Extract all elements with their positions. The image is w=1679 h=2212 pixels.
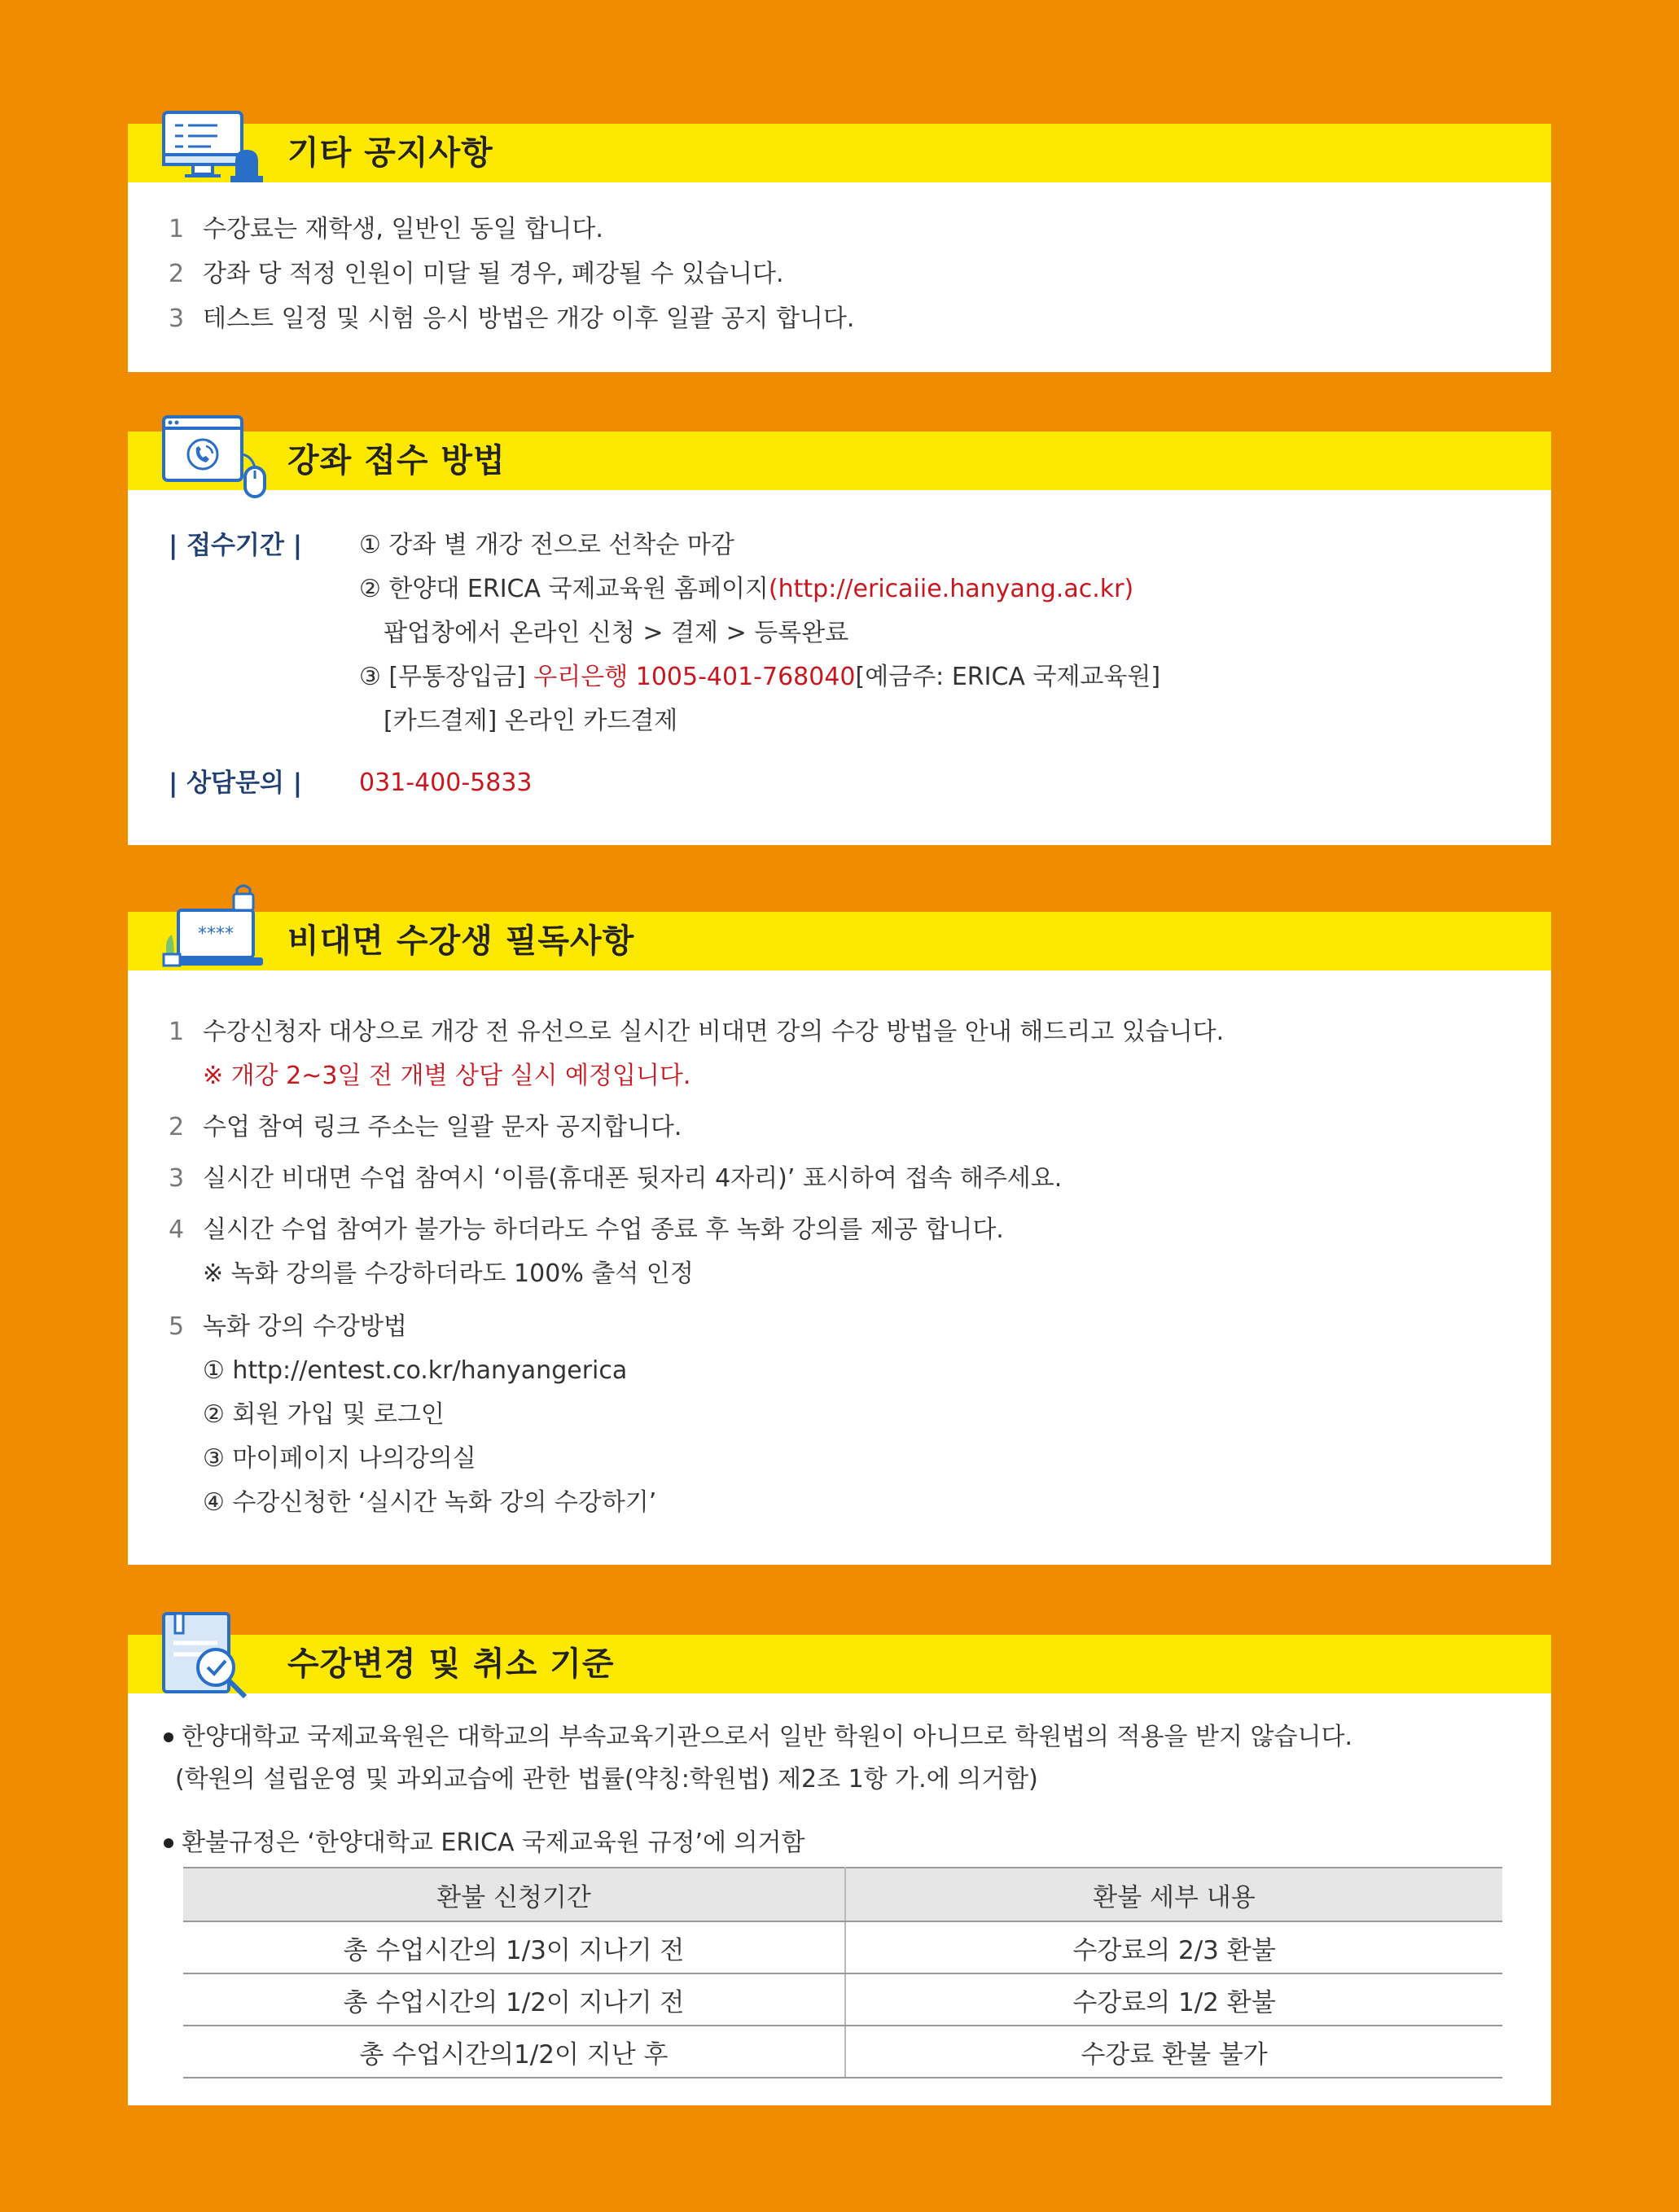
notice-card [128, 124, 1551, 372]
deposit-label: ③ [무통장입금] [359, 663, 534, 691]
online-item-4: 실시간 수업 참여가 불가능 하더라도 수업 종료 후 녹화 강의를 제공 합니다. [203, 1216, 1004, 1244]
table-header-period: 환불 신청기간 [183, 1868, 845, 1921]
online-item-1-note: ※ 개강 2~3일 전 개별 상담 실시 예정입니다. [203, 1062, 691, 1090]
notice-item-text: 수강료는 재학생, 일반인 동일 합니다. [203, 215, 603, 243]
online-item-3: 실시간 비대면 수업 참여시 ‘이름(휴대폰 뒷자리 4자리)’ 표시하여 접속 해주세요. [203, 1164, 1063, 1193]
table-header-detail: 환불 세부 내용 [845, 1868, 1502, 1921]
notice-item-number: 2 [169, 260, 185, 288]
bank-account-number: 우리은행 1005-401-768040 [533, 663, 856, 691]
apply-title: 강좌 접수 방법 [287, 442, 506, 480]
online-item-5: 녹화 강의 수강방법 [203, 1312, 407, 1341]
table-cell-period: 총 수업시간의1/2이 지난 후 [183, 2026, 845, 2078]
period-line-2-text: ② 한양대 ERICA 국제교육원 홈페이지 [359, 575, 769, 603]
svg-text:****: **** [198, 924, 234, 944]
online-item-number: 2 [169, 1113, 185, 1141]
online-item-number: 1 [169, 1018, 185, 1046]
notice-title: 기타 공지사항 [287, 134, 493, 172]
phone-call-window-icon [160, 414, 274, 506]
table-row [183, 2026, 1502, 2078]
table-header-row [183, 1868, 1502, 1921]
notice-item-text: 테스트 일정 및 시험 응시 방법은 개강 이후 일괄 공지 합니다. [203, 304, 855, 333]
refund-bullet-2: 환불규정은 ‘한양대학교 ERICA 국제교육원 규정’에 의거함 [182, 1829, 805, 1857]
notice-item-text: 강좌 당 적정 인원이 미달 될 경우, 폐강될 수 있습니다. [203, 260, 784, 288]
notice-item-number: 1 [169, 215, 185, 243]
period-line-5: [카드결제] 온라인 카드결제 [384, 707, 678, 735]
laptop-password-lock-icon [160, 883, 274, 975]
period-line-2 [359, 573, 1133, 606]
period-line-1: ① 강좌 별 개강 전으로 선착순 마감 [359, 531, 734, 559]
monitor-checklist-alert-icon [160, 109, 266, 187]
recorded-step: ② 회원 가입 및 로그인 [203, 1400, 445, 1429]
homepage-url-link[interactable]: (http://ericaiie.hanyang.ac.kr) [768, 575, 1134, 603]
notice-item-number: 3 [169, 304, 185, 333]
refund-table [183, 1867, 1502, 2078]
bullet-dot [164, 1838, 173, 1848]
online-item-2: 수업 참여 링크 주소는 일괄 문자 공지합니다. [203, 1113, 682, 1141]
contact-phone-number[interactable]: 031-400-5833 [359, 769, 533, 797]
account-holder: [예금주: ERICA 국제교육원] [855, 663, 1161, 691]
document-magnifier-check-icon [160, 1610, 258, 1705]
online-title: 비대면 수강생 필독사항 [287, 922, 635, 960]
table-row [183, 1921, 1502, 1973]
bullet-dot [164, 1732, 173, 1742]
online-item-number: 3 [169, 1164, 185, 1193]
refund-bullet-1: 한양대학교 국제교육원은 대학교의 부속교육기관으로서 일반 학원이 아니므로 학원법의 적용을 받지 않습니다. [182, 1723, 1352, 1751]
table-cell-detail: 수강료의 2/3 환불 [845, 1921, 1502, 1973]
refund-title: 수강변경 및 취소 기준 [287, 1645, 615, 1683]
recorded-step-url[interactable]: ① http://entest.co.kr/hanyangerica [203, 1356, 628, 1385]
recorded-step: ④ 수강신청한 ‘실시간 녹화 강의 수강하기’ [203, 1488, 657, 1517]
table-cell-period: 총 수업시간의 1/3이 지나기 전 [183, 1921, 845, 1973]
online-card [128, 912, 1551, 1565]
table-cell-detail: 수강료 환불 불가 [845, 2026, 1502, 2078]
online-item-number: 5 [169, 1312, 185, 1341]
table-cell-period: 총 수업시간의 1/2이 지나기 전 [183, 1973, 845, 2026]
apply-card [128, 431, 1551, 845]
recorded-step: ③ 마이페이지 나의강의실 [203, 1444, 476, 1473]
refund-bullet-1-sub: (학원의 설립운영 및 과외교습에 관한 법률(약칭:학원법) 제2조 1항 가.에 의거함) [175, 1765, 1038, 1794]
table-cell-detail: 수강료의 1/2 환불 [845, 1973, 1502, 2026]
period-line-3: 팝업창에서 온라인 신청 > 결제 > 등록완료 [384, 619, 849, 647]
online-item-1: 수강신청자 대상으로 개강 전 유선으로 실시간 비대면 강의 수강 방법을 안내 해드리고 있습니다. [203, 1018, 1225, 1046]
table-row [183, 1973, 1502, 2026]
online-item-number: 4 [169, 1216, 185, 1244]
contact-label: | 상담문의 | [169, 769, 303, 798]
online-item-4-note: ※ 녹화 강의를 수강하더라도 100% 출석 인정 [203, 1259, 694, 1288]
refund-card [128, 1635, 1551, 2105]
period-line-4 [359, 661, 1160, 694]
period-label: | 접수기간 | [169, 531, 303, 560]
